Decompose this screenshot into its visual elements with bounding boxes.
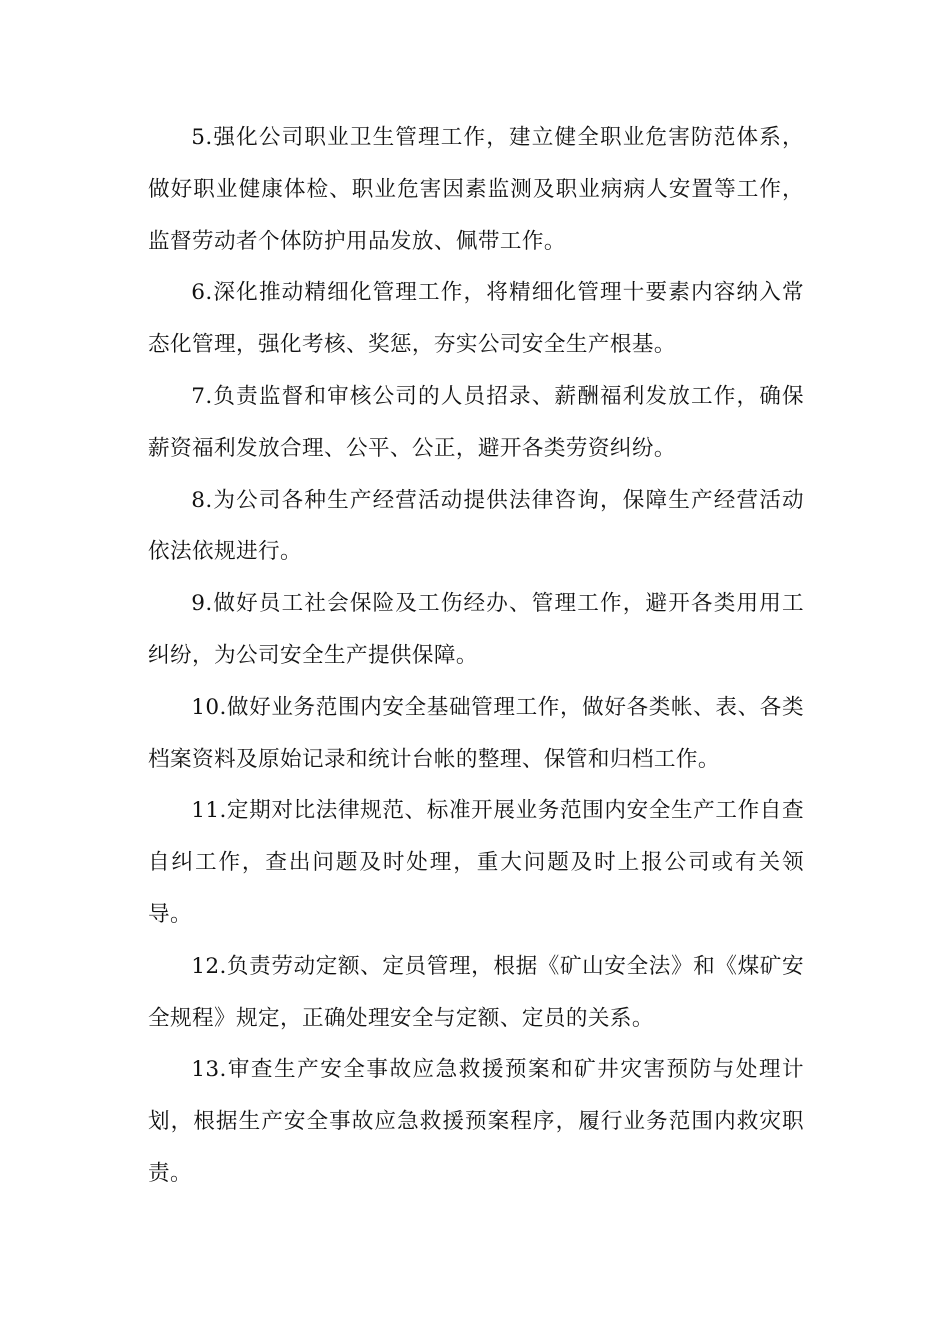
paragraph-item-12: 12.负责劳动定额、定员管理，根据《矿山安全法》和《煤矿安全规程》规定，正确处理安全与定额、定员的关系。 xyxy=(148,953,804,1031)
paragraph-item-13: 13.审查生产安全事故应急救援预案和矿井灾害预防与处理计划，根据生产安全事故应急救援预案程序，履行业务范围内救灾职责。 xyxy=(148,1057,804,1186)
paragraph-item-10: 10.做好业务范围内安全基础管理工作，做好各类帐、表、各类档案资料及原始记录和统计台帐的整理、保管和归档工作。 xyxy=(148,694,804,772)
document-body xyxy=(148,112,804,1200)
paragraph-item-7: 7.负责监督和审核公司的人员招录、薪酬福利发放工作，确保薪资福利发放合理、公平、公正，避开各类劳资纠纷。 xyxy=(148,383,804,461)
paragraph-item-9: 9.做好员工社会保险及工伤经办、管理工作，避开各类用用工纠纷，为公司安全生产提供保障。 xyxy=(148,591,804,668)
paragraph-item-5: 5.强化公司职业卫生管理工作，建立健全职业危害防范体系，做好职业健康体检、职业危害因素监测及职业病病人安置等工作，监督劳动者个体防护用品发放、佩带工作。 xyxy=(148,125,804,254)
paragraph-item-8: 8.为公司各种生产经营活动提供法律咨询，保障生产经营活动依法依规进行。 xyxy=(148,487,804,565)
paragraph-item-11: 11.定期对比法律规范、标准开展业务范围内安全生产工作自查自纠工作，查出问题及时处理，重大问题及时上报公司或有关领导。 xyxy=(148,798,804,927)
paragraph-item-6: 6.深化推动精细化管理工作，将精细化管理十要素内容纳入常态化管理，强化考核、奖惩，夯实公司安全生产根基。 xyxy=(148,280,804,358)
